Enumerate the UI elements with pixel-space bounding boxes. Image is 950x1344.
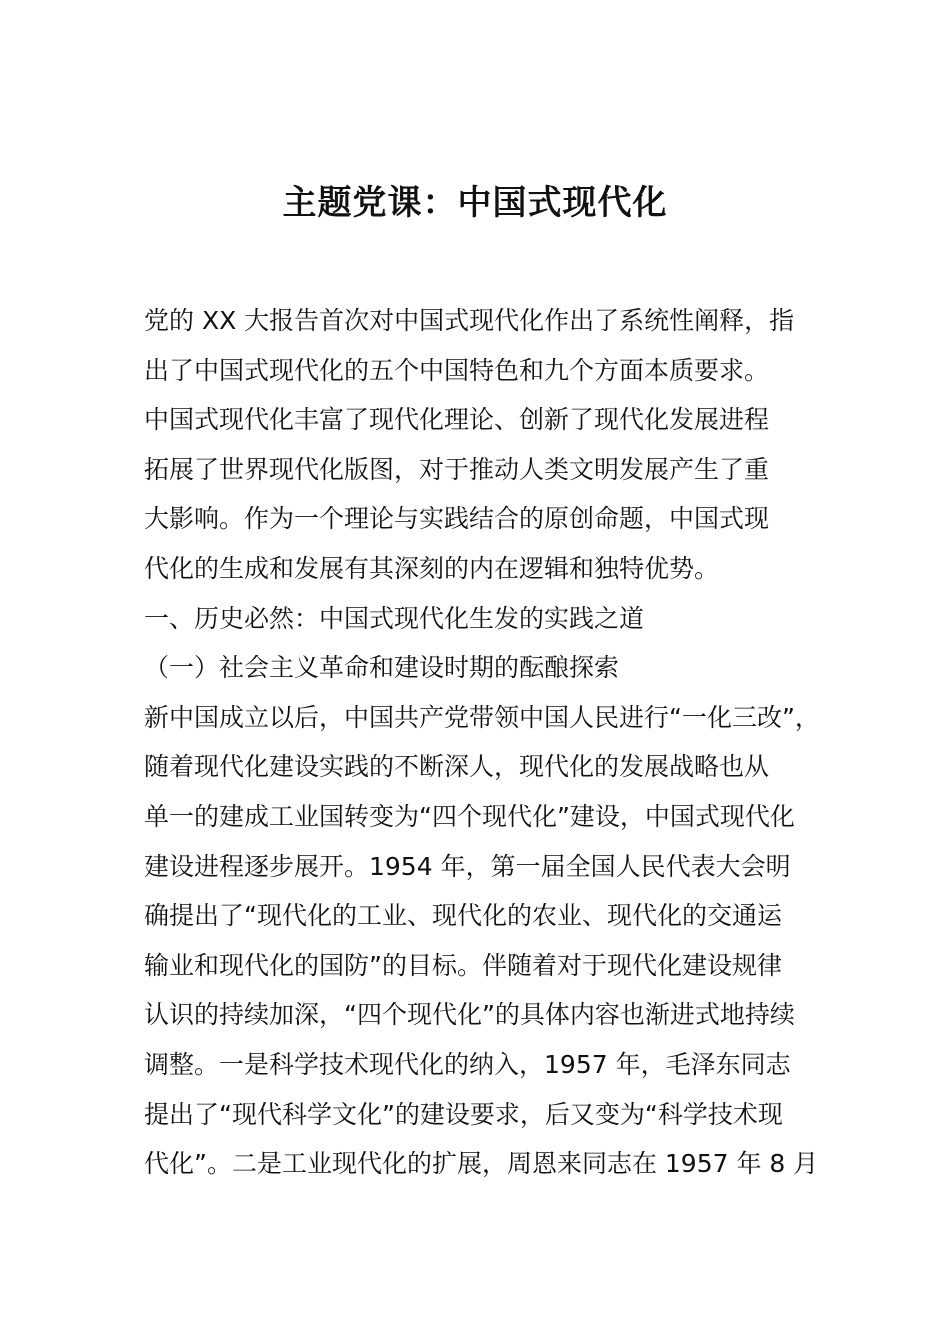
body-line: 确提出了“现代化的工业、现代化的农业、现代化的交通运 [144, 901, 782, 931]
body-line: 单一的建成工业国转变为“四个现代化”建设，中国式现代化 [144, 801, 795, 831]
body-line: 输业和现代化的国防”的目标。伴随着对于现代化建设规律 [144, 950, 782, 980]
body-line: 代化的生成和发展有其深刻的内在逻辑和独特优势。 [144, 553, 720, 583]
body-line: 调整。一是科学技术现代化的纳入，1957 年，毛泽东同志 [144, 1049, 791, 1079]
body-line: 认识的持续加深，“四个现代化”的具体内容也渐进式地持续 [144, 1000, 795, 1030]
document-body [144, 296, 844, 1189]
subsection-heading: （一）社会主义革命和建设时期的酝酿探索 [144, 653, 620, 683]
body-line: 代化”。二是工业现代化的扩展，周恩来同志在 1957 年 8 月 [144, 1149, 819, 1179]
section-heading: 一、历史必然：中国式现代化生发的实践之道 [144, 603, 645, 633]
body-line: 大影响。作为一个理论与实践结合的原创命题，中国式现 [144, 504, 770, 534]
body-line: 新中国成立以后，中国共产党带领中国人民进行“一化三改”， [144, 702, 820, 732]
body-line: 拓展了世界现代化版图，对于推动人类文明发展产生了重 [144, 454, 770, 484]
body-line: 建设进程逐步展开。1954 年，第一届全国人民代表大会明 [144, 851, 791, 881]
body-line: 党的 XX 大报告首次对中国式现代化作出了系统性阐释，指 [144, 306, 795, 335]
body-line: 中国式现代化丰富了现代化理论、创新了现代化发展进程 [144, 405, 770, 435]
body-line: 随着现代化建设实践的不断深人，现代化的发展战略也从 [144, 752, 770, 782]
body-line: 出了中国式现代化的五个中国特色和九个方面本质要求。 [144, 355, 770, 385]
body-line: 提出了“现代科学文化”的建设要求，后又变为“科学技术现 [144, 1099, 783, 1129]
document-title: 主题党课：中国式现代化 [282, 182, 668, 223]
